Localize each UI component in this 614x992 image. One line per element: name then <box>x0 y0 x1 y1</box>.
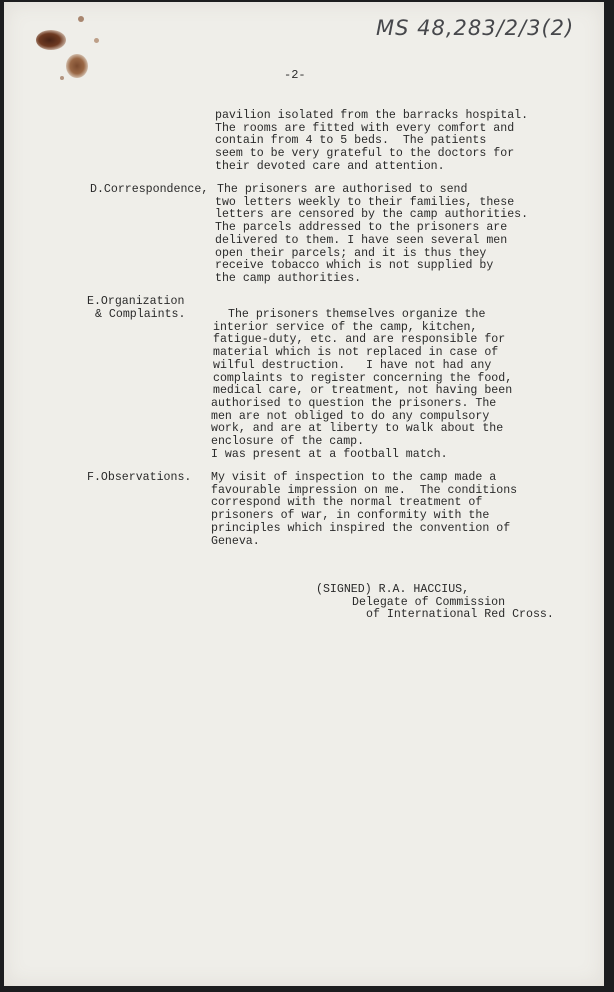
body-line: wilful destruction. I have not had any <box>213 358 492 372</box>
body-line: interior service of the camp, kitchen, <box>213 320 478 334</box>
body-line: complaints to register concerning the food, <box>213 371 513 385</box>
body-line: delivered to them. I have seen several men <box>215 233 508 247</box>
body-line: The rooms are fitted with every comfort and <box>215 121 515 135</box>
body-line: open their parcels; and it is thus they <box>215 246 487 260</box>
archive-reference: MS 48,283/2/3(2) <box>376 16 575 40</box>
body-line: The prisoners themselves organize the <box>228 308 486 321</box>
body-line: contain from 4 to 5 beds. The patients <box>215 134 487 148</box>
body-line: pavilion isolated from the barracks hospital. <box>215 109 529 122</box>
body-line: letters are censored by the camp authorities. <box>215 208 529 222</box>
body-line: material which is not replaced in case of <box>213 346 499 360</box>
body-line: The parcels addressed to the prisoners are <box>215 221 508 235</box>
ink-stain <box>36 30 66 50</box>
body-line: The prisoners are authorised to send <box>217 183 468 196</box>
body-line: medical care, or treatment, not having been <box>213 384 513 398</box>
body-line: enclosure of the camp. <box>211 435 365 448</box>
body-line: receive tobacco which is not supplied by <box>215 259 494 273</box>
ink-stain <box>66 54 88 78</box>
body-line: men are not obliged to do any compulsory <box>211 409 490 423</box>
ink-stain <box>94 38 99 43</box>
section-heading-organization: E.Organization <box>87 295 185 308</box>
section-heading-correspondence: D.Correspondence, <box>90 183 209 196</box>
signature-title: Delegate of Commission <box>352 595 506 609</box>
body-line: work, and are at liberty to walk about the <box>211 422 504 436</box>
body-line: principles which inspired the convention of <box>211 521 511 535</box>
body-line: favourable impression on me. The conditions <box>211 483 518 497</box>
section-heading-observations: F.Observations. <box>87 471 192 484</box>
body-line: the camp authorities. <box>215 271 362 285</box>
body-line: their devoted care and attention. <box>215 159 445 173</box>
ink-stain <box>60 76 64 80</box>
body-line: I was present at a football match. <box>211 447 448 461</box>
ink-stain <box>78 16 84 22</box>
body-line: My visit of inspection to the camp made a <box>211 471 497 484</box>
body-line: authorised to question the prisoners. The <box>211 396 497 410</box>
body-line: correspond with the normal treatment of <box>211 496 483 510</box>
signature-organization: of International Red Cross. <box>366 608 554 622</box>
body-line: two letters weekly to their families, these <box>215 195 515 209</box>
signature-line: (SIGNED) R.A. HACCIUS, <box>316 583 470 596</box>
body-line: seem to be very grateful to the doctors for <box>215 147 515 161</box>
page-number: -2- <box>284 68 306 82</box>
body-line: fatigue-duty, etc. and are responsible for <box>213 333 506 347</box>
body-line: prisoners of war, in conformity with the <box>211 509 490 523</box>
body-line: Geneva. <box>211 534 260 548</box>
section-heading-complaints: & Complaints. <box>95 307 186 321</box>
